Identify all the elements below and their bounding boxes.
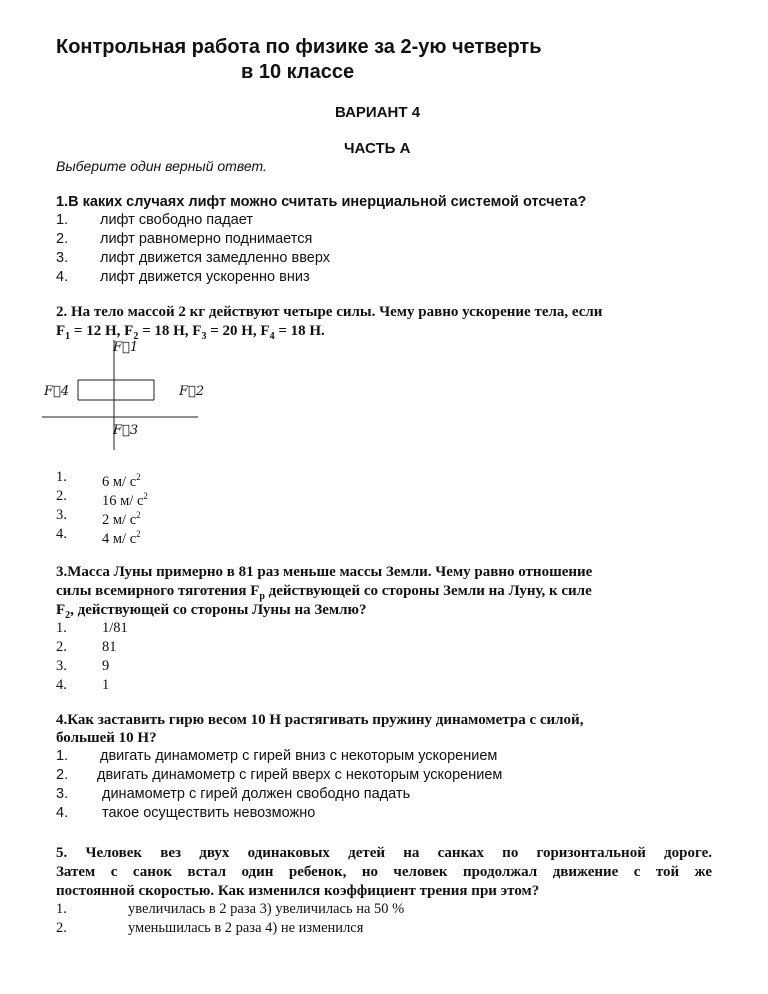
option-number: 1. bbox=[56, 620, 67, 636]
option-text: лифт равномерно поднимается bbox=[100, 231, 313, 247]
list-item bbox=[56, 468, 141, 490]
list-item bbox=[56, 676, 110, 695]
option-number: 3. bbox=[56, 507, 67, 523]
page-title-line1: Контрольная работа по физике за 2-ую четверть bbox=[56, 36, 542, 58]
exponent: 2 bbox=[136, 529, 141, 539]
option-text: 1 bbox=[102, 677, 110, 693]
option-number: 1. bbox=[56, 469, 67, 485]
option-text: такое осуществить невозможно bbox=[102, 805, 316, 821]
option-text: увеличилась в 2 раза 3) увеличилась на 50 % bbox=[128, 901, 405, 917]
subscript: р bbox=[259, 591, 265, 602]
question-1-options bbox=[56, 211, 656, 291]
subscript: 1 bbox=[65, 331, 71, 342]
option-text: двигать динамометр с гирей вниз с некоторым ускорением bbox=[100, 748, 498, 764]
list-item bbox=[56, 747, 498, 766]
question-4-line1: 4.Как заставить гирю весом 10 Н растягивать пружину динамометра с силой, bbox=[56, 712, 584, 728]
list-item bbox=[56, 919, 364, 938]
text-span: силы всемирного тяготения F bbox=[56, 583, 260, 599]
text-span: действующей со стороны Земли на Луну, к силе bbox=[264, 583, 592, 599]
list-item bbox=[56, 804, 316, 823]
force-value: = 18 Н, F bbox=[138, 323, 202, 339]
list-item bbox=[56, 785, 411, 804]
option-number: 4. bbox=[56, 677, 67, 693]
force-label-f3: F⃗3 bbox=[113, 423, 139, 438]
instruction-text: Выберите один верный ответ. bbox=[56, 158, 267, 174]
force-label-f2: F⃗2 bbox=[179, 384, 205, 399]
option-value: 4 м/ с bbox=[102, 530, 137, 547]
list-item bbox=[56, 506, 141, 528]
list-item bbox=[56, 268, 310, 287]
part-label: ЧАСТЬ А bbox=[344, 140, 411, 157]
force-value: = 12 Н, F bbox=[70, 323, 134, 339]
list-item bbox=[56, 525, 141, 547]
question-5-line1: 5. Человек вез двух одинаковых детей на санках по горизонтальной дороге. bbox=[56, 845, 712, 861]
option-value: 2 м/ с bbox=[102, 511, 137, 528]
subscript: 4 bbox=[269, 331, 275, 342]
option-number: 2. bbox=[56, 231, 69, 247]
option-text: динамометр с гирей должен свободно падать bbox=[102, 786, 411, 802]
force-label-f4: F⃗4 bbox=[44, 384, 70, 399]
option-text: 9 bbox=[102, 658, 110, 674]
option-number: 3. bbox=[56, 250, 69, 266]
question-4-options bbox=[56, 747, 696, 827]
option-text: двигать динамометр с гирей вверх с некоторым ускорением bbox=[97, 767, 503, 783]
list-item bbox=[56, 619, 128, 638]
question-5-line2: Затем с санок встал один ребенок, но человек продолжал движение с той же bbox=[56, 864, 712, 880]
list-item bbox=[56, 487, 148, 509]
list-item bbox=[56, 249, 330, 268]
force-symbol: F bbox=[56, 323, 66, 339]
list-item bbox=[56, 211, 253, 230]
option-number: 4. bbox=[56, 805, 69, 821]
question-3-options bbox=[56, 619, 356, 699]
exponent: 2 bbox=[143, 491, 148, 501]
question-2-line1: 2. На тело массой 2 кг действуют четыре силы. Чему равно ускорение тела, если bbox=[56, 304, 603, 320]
list-item bbox=[56, 766, 503, 785]
option-number: 2. bbox=[56, 639, 67, 655]
option-number: 4. bbox=[56, 526, 67, 542]
question-1-text: 1.В каких случаях лифт можно считать инерциальной системой отсчета? bbox=[56, 194, 587, 210]
subscript: 2 bbox=[133, 331, 139, 342]
text-span: F bbox=[56, 602, 66, 618]
option-number: 2. bbox=[56, 920, 67, 936]
list-item bbox=[56, 900, 405, 919]
subscript: 2 bbox=[65, 610, 71, 621]
option-number: 1. bbox=[56, 748, 69, 764]
question-4-line2: большей 10 Н? bbox=[56, 730, 157, 746]
option-text bbox=[102, 525, 141, 549]
option-number: 3. bbox=[56, 658, 67, 674]
option-text: лифт движется замедленно вверх bbox=[100, 250, 330, 266]
question-5-line3: постоянной скоростью. Как изменился коэффициент трения при этом? bbox=[56, 883, 540, 899]
text-span: , действующей со стороны Луны на Землю? bbox=[70, 602, 367, 618]
list-item bbox=[56, 638, 117, 657]
force-value: = 18 Н. bbox=[274, 323, 325, 339]
exponent: 2 bbox=[136, 510, 141, 520]
force-value: = 20 Н, F bbox=[206, 323, 270, 339]
force-label-f1: F⃗1 bbox=[113, 340, 139, 355]
option-text: 81 bbox=[102, 639, 117, 655]
option-text: уменьшилась в 2 раза 4) не изменился bbox=[128, 920, 364, 936]
exponent: 2 bbox=[136, 472, 141, 482]
question-5-options bbox=[56, 900, 556, 940]
subscript: 3 bbox=[201, 331, 207, 342]
option-number: 2. bbox=[56, 488, 67, 504]
option-value: 16 м/ с bbox=[102, 492, 144, 509]
option-value: 6 м/ с bbox=[102, 473, 137, 490]
option-number: 1. bbox=[56, 901, 67, 917]
option-number: 4. bbox=[56, 269, 69, 285]
question-2-options bbox=[56, 468, 356, 548]
option-text: 1/81 bbox=[102, 620, 128, 636]
option-text: лифт свободно падает bbox=[100, 212, 253, 228]
list-item bbox=[56, 230, 313, 249]
option-text: лифт движется ускоренно вниз bbox=[100, 269, 310, 285]
option-number: 3. bbox=[56, 786, 69, 802]
variant-label: ВАРИАНТ 4 bbox=[335, 104, 421, 121]
question-3-line1: 3.Масса Луны примерно в 81 раз меньше массы Земли. Чему равно отношение bbox=[56, 564, 593, 580]
list-item bbox=[56, 657, 110, 676]
page-title-line2: в 10 классе bbox=[241, 61, 355, 83]
option-number: 1. bbox=[56, 212, 69, 228]
option-number: 2. bbox=[56, 767, 69, 783]
